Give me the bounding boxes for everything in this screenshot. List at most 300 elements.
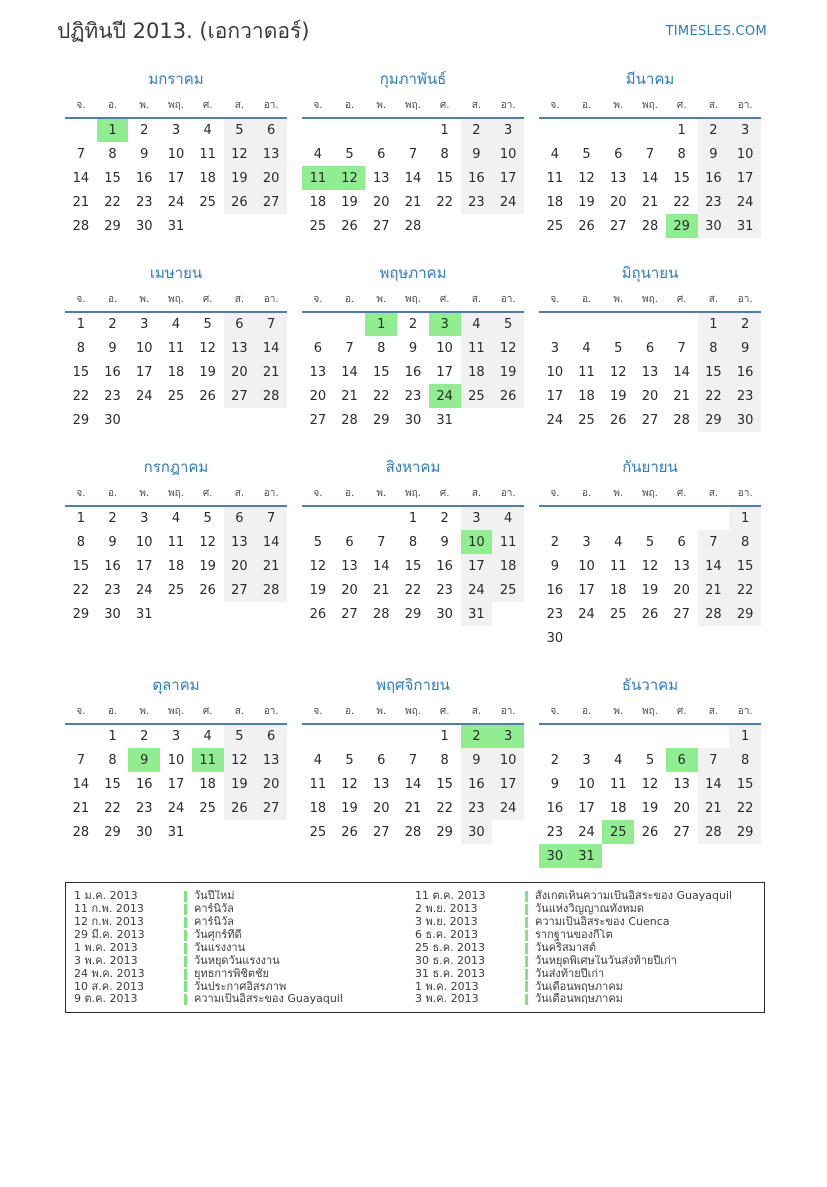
empty-cell [192,408,224,432]
week-row [302,336,524,360]
date-cell: 13 [372,776,390,792]
date-cell: 15 [72,364,90,380]
legend-date: 11 ก.พ. 2013 [74,902,144,916]
date-cell: 19 [641,582,659,598]
empty-cell [160,602,192,626]
day-header-cell: อา. [255,292,287,312]
week-row [65,724,287,748]
day-header-cell: ส. [698,98,730,118]
date-cell: 15 [729,772,761,796]
date-cell: 23 [546,824,564,840]
legend-row [415,993,756,1006]
date-cell: 25 [578,412,595,428]
week-row [302,554,524,578]
date-cell: 22 [729,578,761,602]
date-cell: 18 [309,194,327,210]
week-row [65,336,287,360]
week-row [302,724,524,748]
date-cell: 7 [677,340,686,356]
date-cell: 1 [76,511,85,527]
empty-cell [571,312,603,336]
legend-label: วันปีใหม่ [194,890,235,903]
day-header-row [539,704,761,724]
date-cell: 11 [167,340,185,356]
day-header-cell: พ. [602,704,634,724]
legend-label: วันเดือนพฤษภาคม [535,993,623,1006]
week-row [539,118,761,142]
date-cell: 1 [729,506,761,530]
date-cell: 12 [309,558,327,574]
date-cell: 30 [539,844,571,868]
date-cell: 24 [729,190,761,214]
week-row [65,772,287,796]
date-cell: 12 [199,340,216,356]
date-cell: 14 [698,554,730,578]
date-cell: 26 [492,384,524,408]
empty-cell [224,820,256,844]
holiday-marker-icon [184,917,187,928]
empty-cell [65,724,97,748]
date-cell: 14 [255,530,287,554]
holiday-marker-icon [184,981,187,992]
date-cell: 25 [609,606,627,622]
date-cell: 17 [729,166,761,190]
date-cell: 10 [135,534,153,550]
holiday-marker-icon [184,994,187,1005]
month-table [65,704,287,844]
holiday-marker-icon [525,969,528,980]
day-header-cell: ส. [461,292,493,312]
date-cell: 13 [255,748,287,772]
date-cell: 2 [729,312,761,336]
date-cell: 5 [224,118,256,142]
date-cell: 9 [461,748,493,772]
date-cell: 31 [436,412,453,428]
date-cell: 31 [135,606,153,622]
date-cell: 27 [372,218,390,234]
legend-row [415,968,756,981]
date-cell: 17 [167,776,185,792]
empty-cell [666,724,698,748]
site-link[interactable]: TIMESLES.COM [665,24,767,39]
week-row [302,578,524,602]
day-header-cell: อา. [255,704,287,724]
empty-cell [571,724,603,748]
date-cell: 30 [729,408,761,432]
day-header-cell: พฤ. [634,98,666,118]
date-cell: 17 [492,166,524,190]
date-cell: 27 [309,412,327,428]
date-cell: 30 [404,412,422,428]
date-cell: 28 [404,218,422,234]
date-cell: 19 [341,194,358,210]
date-cell: 7 [255,506,287,530]
week-row [302,748,524,772]
week-row [65,554,287,578]
date-cell: 26 [199,388,216,404]
date-cell: 8 [377,340,386,356]
day-header-cell: จ. [302,98,334,118]
month-table [539,292,761,432]
date-cell: 25 [199,194,216,210]
day-header-cell: อา. [729,486,761,506]
date-cell: 16 [546,582,564,598]
day-header-cell: ศ. [429,292,461,312]
month-name: มีนาคม [625,70,675,89]
date-cell: 27 [224,384,256,408]
date-cell: 26 [641,824,659,840]
week-row [302,602,524,626]
legend-label: วันศุกร์ที่ดี [194,928,242,941]
date-cell: 4 [492,506,524,530]
day-header-cell: อ. [334,486,366,506]
date-cell: 28 [698,820,730,844]
month-name: กุมภาพันธ์ [379,70,447,89]
week-row [65,602,287,626]
week-row [539,506,761,530]
date-cell: 9 [461,142,493,166]
date-cell: 7 [76,752,85,768]
empty-cell [602,724,634,748]
date-cell: 25 [167,582,185,598]
date-cell: 2 [550,752,559,768]
date-cell: 17 [578,800,595,816]
date-cell: 17 [492,772,524,796]
date-cell: 27 [673,824,690,840]
date-cell: 6 [255,118,287,142]
day-header-cell: พฤ. [160,486,192,506]
empty-cell [255,214,287,238]
month-name: กรกฎาคม [143,458,209,477]
date-cell: 18 [609,582,627,598]
date-cell: 2 [461,724,493,748]
date-cell: 1 [408,511,418,527]
day-header-cell: ส. [461,98,493,118]
day-header-cell: ศ. [192,704,224,724]
day-header-cell: ศ. [429,486,461,506]
date-cell: 27 [255,190,287,214]
legend-date: 3 พ.ย. 2013 [415,915,478,929]
date-cell: 5 [345,752,354,768]
date-cell: 21 [698,578,730,602]
date-cell: 26 [309,606,327,622]
day-header-cell: ศ. [666,292,698,312]
week-row [302,166,524,190]
month-calendar [302,455,524,626]
month-name: พฤศจิกายน [376,676,450,695]
date-cell: 23 [698,190,730,214]
date-cell: 21 [255,554,287,578]
day-header-cell: ส. [698,292,730,312]
date-cell: 23 [104,582,121,598]
date-cell: 1 [97,118,129,142]
legend-date: 11 ต.ค. 2013 [415,889,486,903]
date-cell: 4 [550,146,559,162]
date-cell: 7 [345,340,354,356]
date-cell: 21 [698,796,730,820]
day-header-row [302,486,524,506]
date-cell: 6 [345,534,354,550]
date-cell: 11 [167,534,185,550]
month-name: กันยายน [622,458,678,477]
date-cell: 29 [372,412,390,428]
empty-cell [666,312,698,336]
empty-cell [698,844,730,868]
date-cell: 20 [641,388,659,404]
day-header-cell: พ. [602,486,634,506]
day-header-cell: อ. [97,704,129,724]
date-cell: 10 [461,530,493,554]
empty-cell [666,626,698,650]
date-cell: 9 [550,558,559,574]
date-cell: 5 [582,146,591,162]
date-cell: 22 [673,194,690,210]
date-cell: 20 [372,194,390,210]
date-cell: 1 [365,312,397,336]
date-cell: 3 [550,340,559,356]
empty-cell [634,312,666,336]
week-row [65,142,287,166]
date-cell: 31 [571,844,603,868]
day-header-cell: อ. [571,704,603,724]
date-cell: 11 [309,776,327,792]
date-cell: 16 [436,558,453,574]
week-row [539,214,761,238]
date-cell: 18 [578,388,595,404]
legend-date: 6 ธ.ค. 2013 [415,927,479,941]
date-cell: 30 [698,214,730,238]
month-calendar [302,673,524,844]
legend-date: 1 ม.ค. 2013 [74,889,138,903]
date-cell: 23 [404,388,422,404]
date-cell: 5 [614,340,623,356]
date-cell: 1 [440,123,449,139]
holiday-marker-icon [525,917,528,928]
date-cell: 9 [729,336,761,360]
day-header-cell: พฤ. [397,292,429,312]
week-row [539,820,761,844]
empty-cell [461,408,493,432]
date-cell: 18 [609,800,627,816]
empty-cell [492,214,524,238]
date-cell: 19 [609,388,627,404]
date-cell: 27 [609,218,627,234]
date-cell: 26 [578,218,595,234]
date-cell: 28 [72,218,90,234]
date-cell: 1 [677,123,686,139]
date-cell: 16 [104,364,121,380]
month-name: พฤษภาคม [379,264,447,283]
date-cell: 21 [372,582,390,598]
empty-cell [302,312,334,336]
holiday-marker-icon [184,969,187,980]
date-cell: 19 [641,800,659,816]
day-header-cell: พ. [128,704,160,724]
date-cell: 3 [140,317,149,333]
day-header-cell: พ. [128,98,160,118]
date-cell: 22 [72,582,90,598]
date-cell: 5 [224,724,256,748]
week-row [65,360,287,384]
day-header-cell: พฤ. [160,98,192,118]
day-header-cell: พฤ. [160,292,192,312]
empty-cell [666,506,698,530]
date-cell: 26 [641,606,659,622]
date-cell: 19 [224,772,256,796]
date-cell: 15 [698,360,730,384]
date-cell: 16 [104,558,121,574]
empty-cell [255,408,287,432]
week-row [302,506,524,530]
months-grid [65,67,827,868]
date-cell: 13 [641,364,659,380]
day-header-cell: อา. [255,98,287,118]
date-cell: 25 [199,800,216,816]
legend-column [415,890,756,1006]
day-header-cell: จ. [539,704,571,724]
page-title: ปฏิทินปี 2013. (เอกวาดอร์) [57,19,310,43]
day-header-row [65,486,287,506]
date-cell: 20 [609,194,627,210]
legend-row [415,942,756,955]
day-header-cell: ศ. [666,704,698,724]
day-header-cell: อา. [729,704,761,724]
week-row [539,602,761,626]
empty-cell [698,506,730,530]
legend-row [74,993,415,1006]
date-cell: 25 [309,824,327,840]
holiday-marker-icon [184,943,187,954]
empty-cell [128,408,160,432]
date-cell: 3 [492,118,524,142]
date-cell: 1 [698,312,730,336]
day-header-cell: พ. [365,486,397,506]
day-header-row [65,98,287,118]
date-cell: 3 [582,534,591,550]
date-cell: 23 [461,796,493,820]
date-cell: 2 [140,729,149,745]
legend-label: รากฐานของกีโต [535,928,613,941]
date-cell: 29 [698,408,730,432]
day-header-cell: จ. [65,292,97,312]
date-cell: 6 [313,340,322,356]
date-cell: 30 [461,820,493,844]
date-cell: 9 [140,146,149,162]
date-cell: 10 [492,142,524,166]
date-cell: 6 [224,506,256,530]
date-cell: 4 [313,146,322,162]
date-cell: 19 [224,166,256,190]
week-row [539,626,761,650]
date-cell: 27 [673,606,690,622]
date-cell: 18 [167,364,185,380]
date-cell: 21 [341,388,358,404]
day-header-row [539,486,761,506]
date-cell: 2 [108,511,117,527]
week-row [65,578,287,602]
month-calendar [65,455,287,626]
date-cell: 7 [698,530,730,554]
date-cell: 10 [135,340,153,356]
week-row [539,384,761,408]
week-row [539,530,761,554]
date-cell: 14 [404,170,422,186]
date-cell: 25 [602,820,634,844]
empty-cell [334,506,366,530]
holiday-marker-icon [184,930,187,941]
empty-cell [365,506,397,530]
day-header-cell: อ. [571,292,603,312]
day-header-cell: พฤ. [634,486,666,506]
week-row [302,214,524,238]
week-row [539,312,761,336]
date-cell: 11 [461,336,493,360]
date-cell: 7 [698,748,730,772]
date-cell: 28 [372,606,390,622]
legend-row [415,955,756,968]
date-cell: 15 [404,558,422,574]
date-cell: 20 [309,388,327,404]
empty-cell [255,602,287,626]
date-cell: 3 [492,724,524,748]
day-header-cell: อ. [97,292,129,312]
empty-cell [461,214,493,238]
date-cell: 14 [372,558,390,574]
date-cell: 4 [614,534,623,550]
date-cell: 18 [309,800,327,816]
day-header-cell: พฤ. [397,98,429,118]
date-cell: 8 [677,146,686,162]
week-row [539,190,761,214]
week-row [65,408,287,432]
date-cell: 21 [404,194,422,210]
day-header-cell: ส. [224,486,256,506]
date-cell: 4 [582,340,591,356]
empty-cell [729,844,761,868]
date-cell: 25 [167,388,185,404]
week-row [65,166,287,190]
day-header-cell: อ. [334,704,366,724]
week-row [302,530,524,554]
day-header-cell: ศ. [666,486,698,506]
legend-row [74,968,415,981]
date-cell: 9 [408,340,418,356]
date-cell: 21 [255,360,287,384]
date-cell: 15 [104,776,121,792]
date-cell: 12 [492,336,524,360]
month-calendar [539,261,761,432]
date-cell: 22 [372,388,390,404]
empty-cell [729,626,761,650]
date-cell: 30 [135,218,153,234]
date-cell: 19 [199,364,216,380]
empty-cell [302,118,334,142]
day-header-cell: ส. [698,486,730,506]
week-row [65,796,287,820]
holiday-marker-icon [525,943,528,954]
date-cell: 6 [677,534,686,550]
legend-date: 2 พ.ย. 2013 [415,902,478,916]
day-header-cell: ศ. [429,704,461,724]
date-cell: 6 [666,748,698,772]
date-cell: 7 [408,146,418,162]
empty-cell [634,506,666,530]
week-row [65,530,287,554]
legend-label: คาร์นิวัล [194,903,234,916]
date-cell: 30 [104,606,121,622]
page-header [57,18,767,45]
day-header-row [65,292,287,312]
